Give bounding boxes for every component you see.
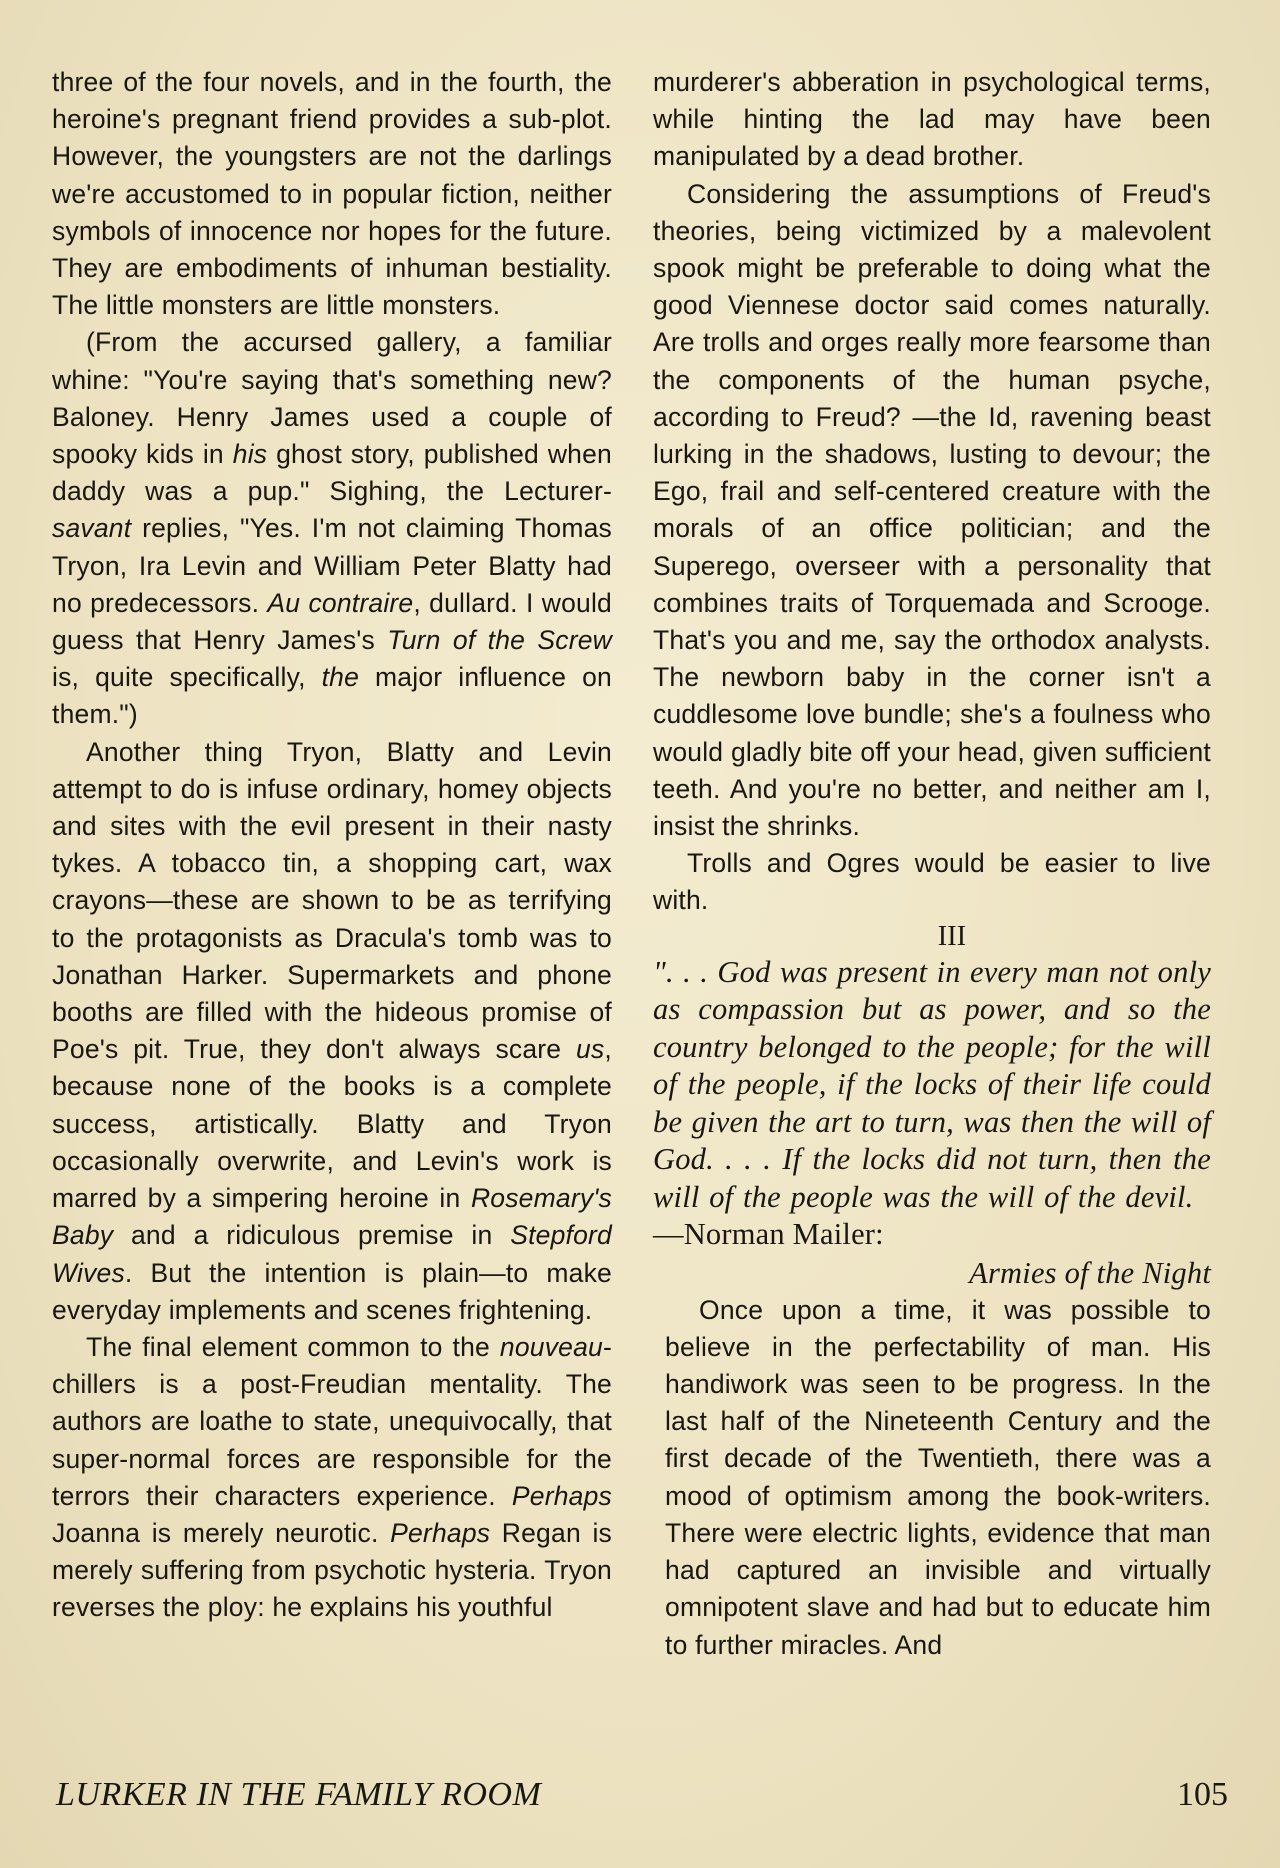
- right-paragraph-3: Trolls and Ogres would be easier to live with.: [653, 848, 1211, 916]
- epigraph-text: ". . . God was present in every man not only as compassion but as power, and so the country belonged to the people; for the will of the people, if the locks of their life could be given the art to turn, was then the will of God. . . . If the locks did not turn, then the will of the people was the will of the devil.: [653, 954, 1211, 1214]
- left-paragraph-2: (From the accursed gallery, a familiar whine: "You're saying that's something new? Baloney. Henry James used a couple of spooky kids in his ghost story, published when daddy was a pup." Sighing, the Lecturer-savant replies, "Yes. I'm not claiming Thomas Tryon, Ira Levin and William Peter Blatty had no predecessors. Au contraire, dullard. I would guess that Henry James's Turn of the Screw is, quite specifically, the major influence on them."): [52, 327, 612, 730]
- right-paragraph-4: Once upon a time, it was possible to believe in the perfectability of man. His handiwork was seen to be progress. In the last half of the Nineteenth Century and the first decade of the Twentieth, there was a mood of optimism among the book-writers. There were electric lights, evidence that man had captured an invisible and virtually omnipotent slave and had but to educate him to further miracles. And: [665, 1294, 1211, 1660]
- epigraph-quote: [653, 954, 1211, 1254]
- left-paragraph-4: The final element common to the nouveau-chillers is a post-Freudian mentality. The authors are loathe to state, unequivocally, that super-normal forces are responsible for the terrors their characters experience. Perhaps Joanna is merely neurotic. Perhaps Regan is merely suffering from psychotic hysteria. Tryon reverses the ploy: he explains his youthful: [52, 1331, 612, 1623]
- left-paragraph-1: three of the four novels, and in the fourth, the heroine's pregnant friend provides a sub-plot. However, the youngsters are not the darlings we're accustomed to in popular fiction, neither symbols of innocence nor hopes for the future. They are embodiments of inhuman bestiality. The little monsters are little monsters.: [52, 67, 612, 321]
- section-number: III: [937, 920, 967, 952]
- running-title: LURKER IN THE FAMILY ROOM: [56, 1776, 542, 1813]
- left-column: [52, 64, 612, 1627]
- right-paragraph-1: murderer's abberation in psychological terms, while hinting the lad may have been manipulated by a dead brother.: [653, 67, 1211, 172]
- page-number: 105: [1177, 1776, 1228, 1813]
- right-column: [653, 64, 1211, 1664]
- epigraph-source: Armies of the Night: [969, 1255, 1211, 1290]
- epigraph-author: —Norman Mailer:: [653, 1217, 884, 1252]
- left-paragraph-3: Another thing Tryon, Blatty and Levin attempt to do is infuse ordinary, homey objects and sites with the evil present in their nasty tykes. A tobacco tin, a shopping cart, wax crayons—these are shown to be as terrifying to the protagonists as Dracula's tomb was to Jonathan Harker. Supermarkets and phone booths are filled with the hideous promise of Poe's pit. True, they don't always scare us, because none of the books is a complete success, artistically. Blatty and Tryon occasionally overwrite, and Levin's work is marred by a simpering heroine in Rosemary's Baby and a ridiculous premise in Stepford Wives. But the intention is plain—to make everyday implements and scenes frightening.: [52, 736, 612, 1325]
- right-paragraph-2: Considering the assumptions of Freud's theories, being victimized by a malevolent spook might be preferable to doing what the good Viennese doctor said comes naturally. Are trolls and orges really more fearsome than the components of the human psyche, according to Freud? —the Id, ravening beast lurking in the shadows, lusting to devour; the Ego, frail and self-centered creature with the morals of an office politician; and the Superego, overseer with a personality that combines traits of Torquemada and Scrooge. That's you and me, say the orthodox analysts. The newborn baby in the corner isn't a cuddlesome love bundle; she's a foulness who would gladly bite off your head, given sufficient teeth. And you're no better, and neither am I, insist the shrinks.: [653, 178, 1211, 842]
